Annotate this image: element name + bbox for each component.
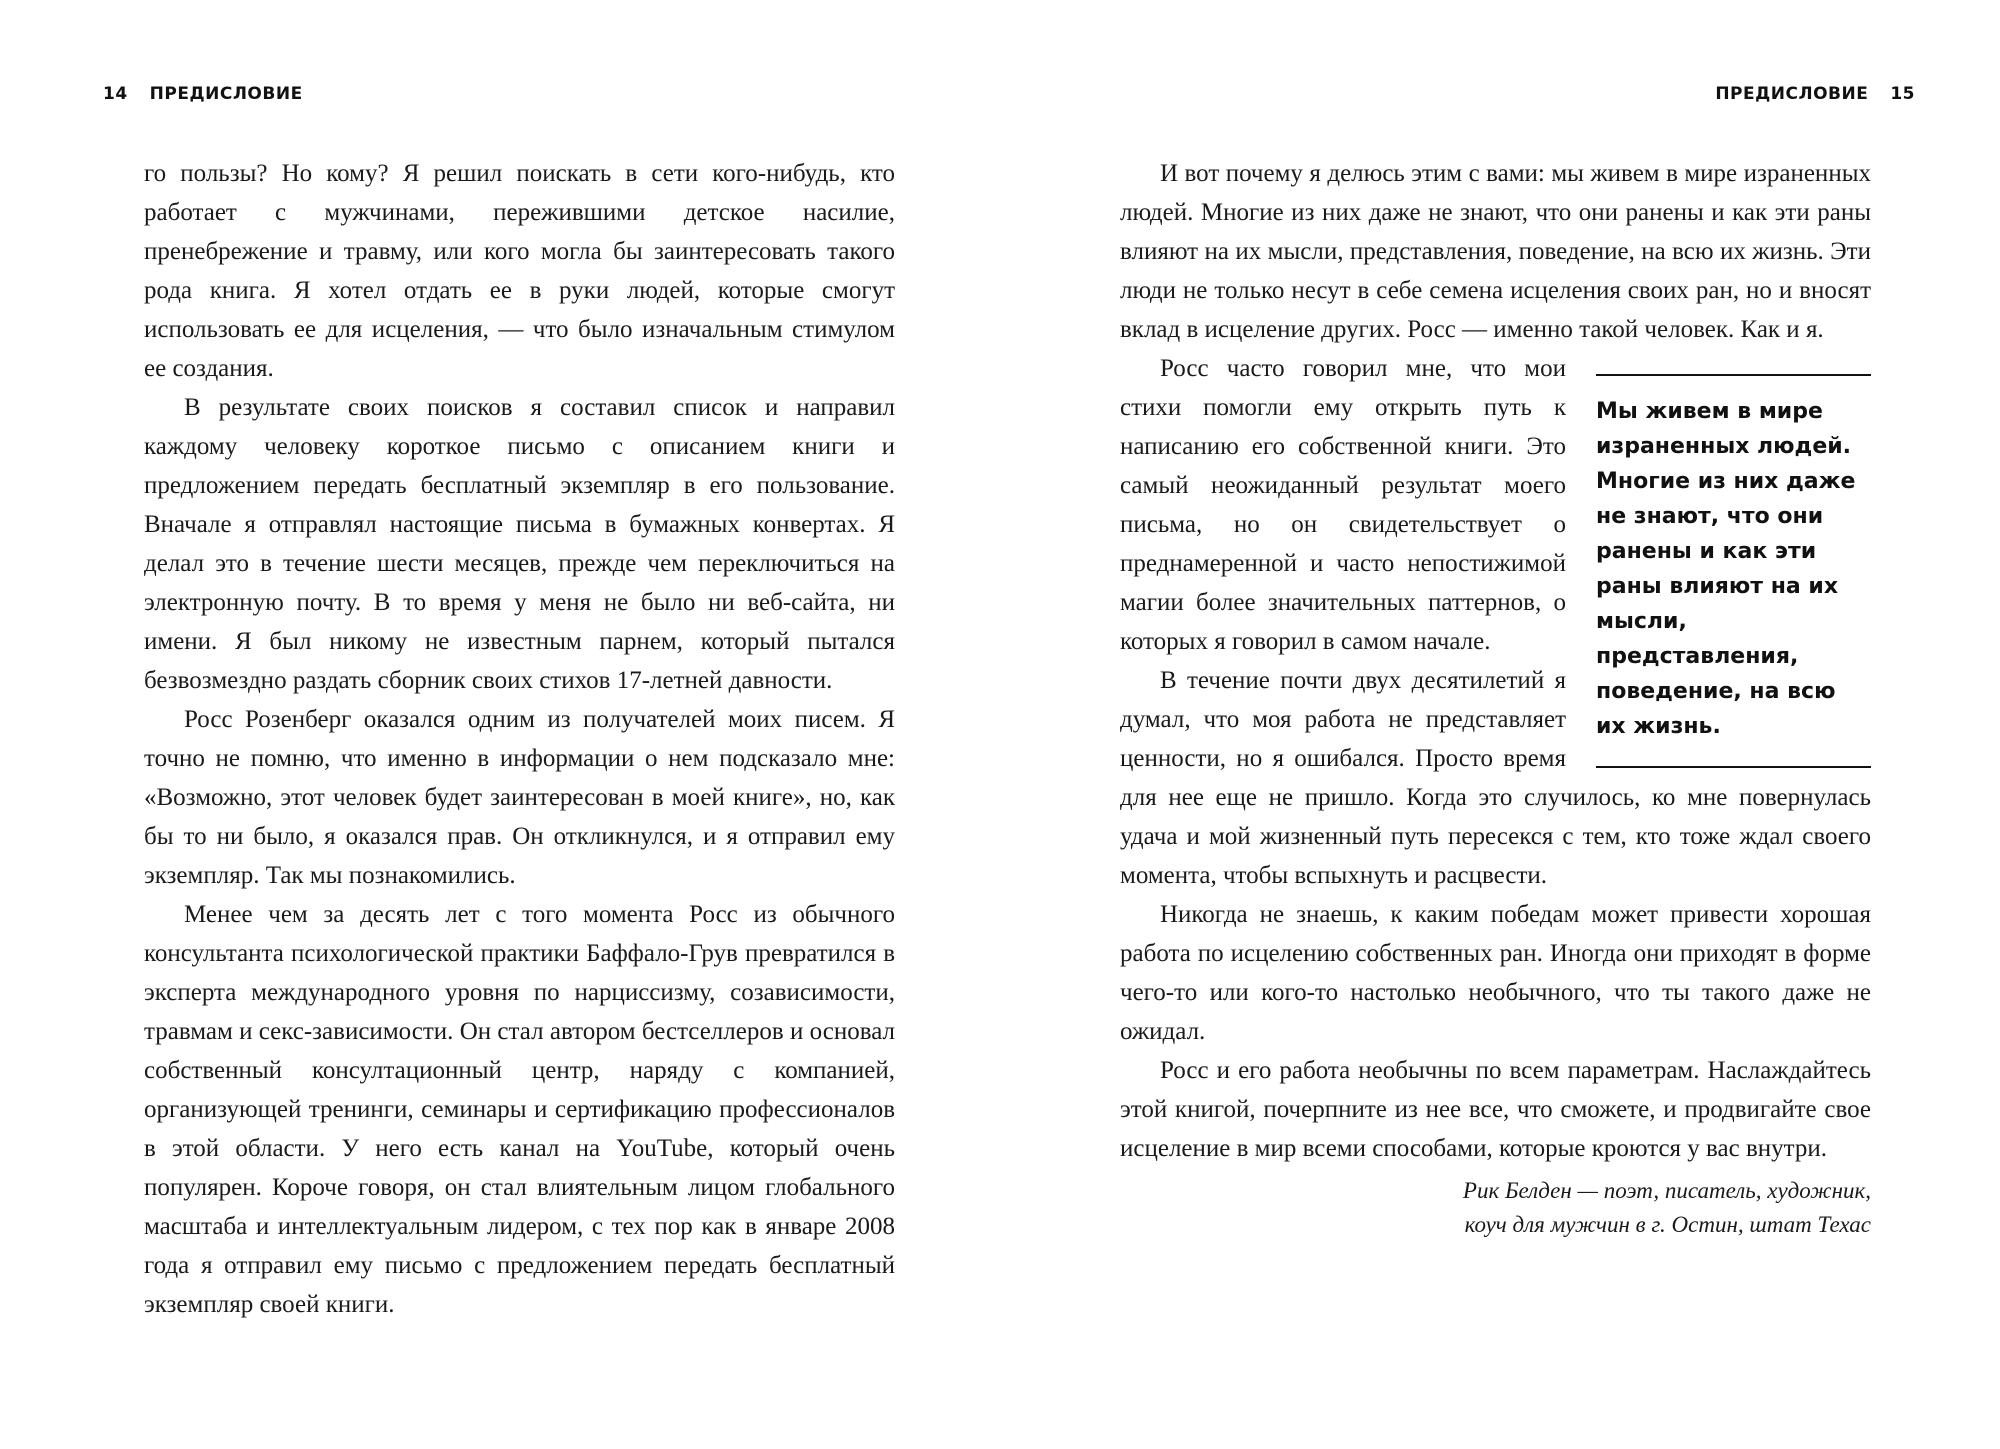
signature-line-1: Рик Белден — поэт, писатель, художник, — [1462, 1178, 1871, 1203]
left-paragraph-2: В результате своих поисков я составил список и направил каждому человеку короткое письмо с описанием книги и предложением передать бесплатный экземпляр в его пользование. Вначале я отправлял настоящие письма в бумажных конвертах. Я делал это в течение шести месяцев, прежде чем переключиться на электронную почту. В то время у меня не было ни веб-сайта, ни имени. Я был никому не известным парнем, который пытался безвозмездно раздать сборник своих стихов 17-летней давности. — [144, 394, 895, 694]
right-paragraph-5: Росс и его работа необычны по всем параметрам. Наслаждайтесь этой книгой, почерпните из нее все, что сможете, и продвигайте свое исцеление в мир всеми способами, которые кроются у вас внутри. — [1120, 1057, 1871, 1162]
left-paragraph-1: го пользы? Но кому? Я решил поискать в сети кого-нибудь, кто работает с мужчинами, пережившими детское насилие, пренебрежение и травму, или кого могла бы заинтересовать такого рода книга. Я хотел отдать ее в руки людей, которые смогут использовать ее для исцеления, — что было изначальным стимулом ее создания. — [144, 160, 895, 382]
right-paragraph-4: Никогда не знаешь, к каким победам может привести хорошая работа по исцелению собственных ран. Иногда они приходят в форме чего-то или кого-то настолько необычного, что ты такого даже не ожидал. — [1120, 901, 1871, 1045]
left-paragraph-3: Росс Розенберг оказался одним из получателей моих писем. Я точно не помню, что именно в информации о нем подсказало мне: «Возможно, этот человек будет заинтересован в моей книге», но, как бы то ни было, я оказался прав. Он откликнулся, и я отправил ему экземпляр. Так мы познакомились. — [144, 706, 895, 889]
right-page-number: 15 — [1890, 84, 1915, 104]
right-paragraph-1: И вот почему я делюсь этим с вами: мы живем в мире израненных людей. Многие из них даже не знают, что они ранены и как эти раны влияют на их мысли, представления, поведение, на всю их жизнь. Эти люди не только несут в себе семена исцеления своих ран, но и вносят вклад в исцеление других. Росс — именно такой человек. Как и я. — [1120, 160, 1871, 343]
left-body-text — [144, 154, 895, 1324]
left-page-number: 14 — [103, 84, 128, 104]
left-section-title: ПРЕДИСЛОВИЕ — [149, 84, 303, 104]
right-paragraph-3: В течение почти двух десятилетий я думал, что моя работа не представляет ценности, но я ошибался. Просто время для нее еще не пришло. Когда это случилось, ко мне повернулась удача и мой жизненный путь пересекся с тем, кто тоже ждал своего момента, чтобы вспыхнуть и расцвести. — [1120, 667, 1871, 889]
left-paragraph-4: Менее чем за десять лет с того момента Росс из обычного консультанта психологической практики Баффало-Грув превратился в эксперта международного уровня по нарциссизму, созависимости, травмам и секс-зависимости. Он стал автором бестселлеров и основал собственный консултационный центр, наряду с компанией, организующей тренинги, семинары и сертификацию профессионалов в этой области. У него есть канал на YouTube, который очень популярен. Короче говоря, он стал влиятельным лицом глобального масштаба и интеллектуальным лидером, с тех пор как в январе 2008 года я отправил ему письмо с предложением передать бесплатный экземпляр своей книги. — [144, 901, 895, 1318]
right-body-text — [1120, 154, 1871, 1242]
right-section-title: ПРЕДИСЛОВИЕ — [1715, 84, 1869, 104]
right-running-head — [1715, 84, 1915, 104]
right-page — [1000, 0, 2000, 1449]
left-running-head — [103, 84, 303, 104]
signature-line-2: коуч для мужчин в г. Остин, штат Техас — [1464, 1212, 1871, 1237]
right-paragraph-2: Росс часто говорил мне, что мои стихи помогли ему открыть путь к написанию его собственной книги. Это самый неожиданный результат моего письма, но он свидетельствует о преднамеренной и часто непостижимой магии более значительных паттернов, о которых я говорил в самом начале. — [1120, 355, 1566, 655]
pull-quote: Мы живем в мире израненных людей. Многие из них даже не знают, что они ранены и как эти раны влияют на их мысли, представления, поведение, на всю их жизнь. — [1596, 374, 1871, 768]
author-signature — [1120, 1174, 1871, 1242]
